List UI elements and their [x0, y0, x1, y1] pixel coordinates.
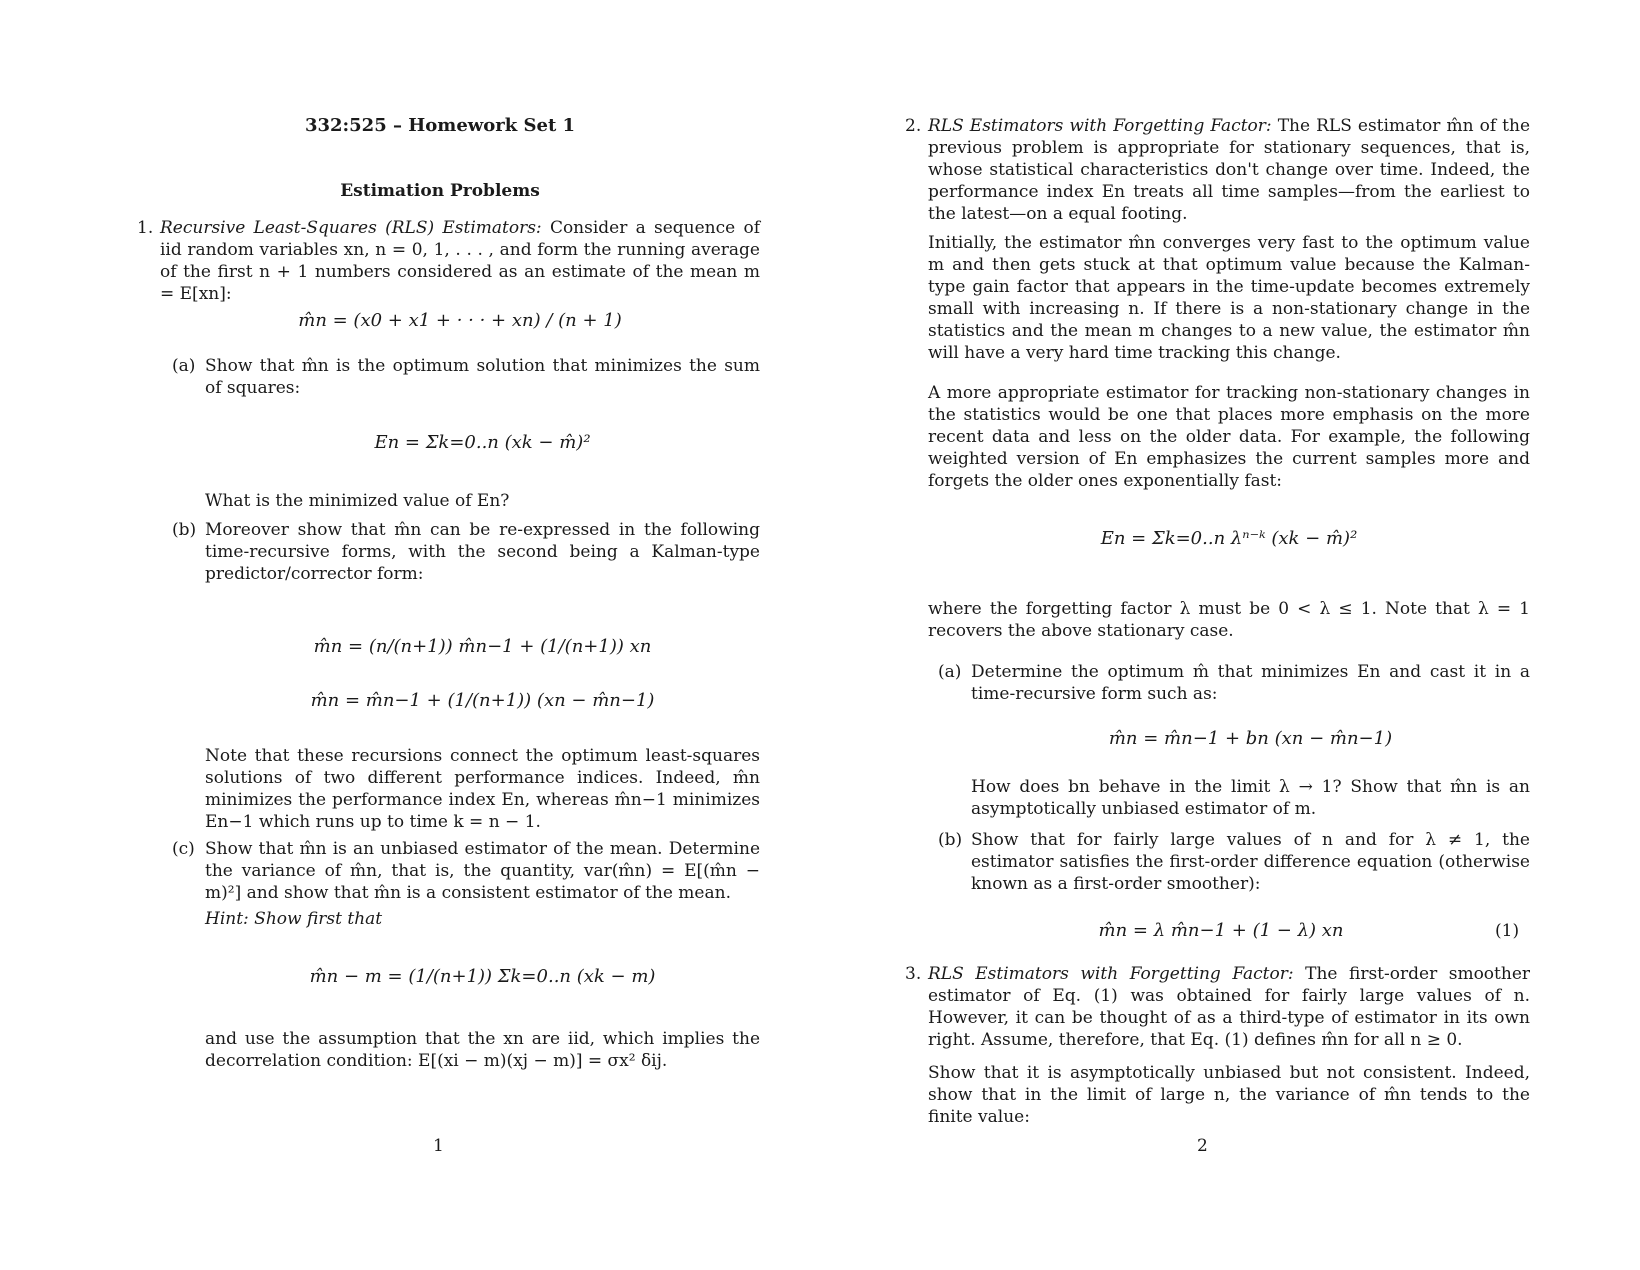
problem-2-para-4: where the forgetting factor λ must be 0 < λ ≤ 1. Note that λ = 1 recovers the above stationary case.	[928, 599, 1530, 641]
equation-recursion-1: m̂n = (n/(n+1)) m̂n−1 + (1/(n+1)) xn	[313, 636, 652, 657]
problem-2-part-a-label: (a)	[938, 662, 962, 682]
problem-2-part-a-question: How does bn behave in the limit λ → 1? Show that m̂n is an asymptotically unbiased estimator of m.	[971, 777, 1530, 819]
problem-3-para-2: Show that it is asymptotically unbiased but not consistent. Indeed, show that in the limit of large n, the variance of m̂n tends to the finite value:	[928, 1063, 1530, 1127]
part-a-question: What is the minimized value of En?	[205, 491, 510, 511]
problem-1-intro-text: Consider a sequence of iid random variables xn, n = 0, 1, . . . , and form the running average of the first n + 1 numbers considered as an estimate of the mean m = E[xn]:	[160, 218, 760, 304]
equation-weighted-index: En = Σk=0..n λⁿ⁻ᵏ (xk − m̂)²	[1100, 528, 1358, 549]
part-b-label: (b)	[172, 520, 197, 540]
problem-2-para-3: A more appropriate estimator for tracking non-stationary changes in the statistics would be one that places more emphasis on the more recent data and less on the older data. For example, the following weighted version of En emphasizes the current samples more and forgets the older ones exponentially fast:	[928, 383, 1530, 491]
equation-hint: m̂n − m = (1/(n+1)) Σk=0..n (xk − m)	[309, 966, 656, 987]
problem-2-part-a-text: Determine the optimum m̂ that minimizes En and cast it in a time-recursive form such as:	[971, 662, 1530, 704]
equation-smoother: m̂n = λ m̂n−1 + (1 − λ) xn	[1098, 920, 1344, 941]
problem-2-para-2: Initially, the estimator m̂n converges very fast to the optimum value m and then gets stuck at that optimum value because the Kalman-type gain factor that appears in the time-update becomes extremely small with increasing n. If there is a non-stationary change in the statistics and the mean m changes to a new value, the estimator m̂n will have a very hard time tracking this change.	[928, 233, 1530, 363]
problem-2-heading: RLS Estimators with Forgetting Factor:	[928, 116, 1272, 136]
problem-3-heading: RLS Estimators with Forgetting Factor:	[928, 964, 1294, 984]
homework-title: 332:525 – Homework Set 1	[304, 115, 576, 136]
problem-2-part-b-label: (b)	[938, 830, 963, 850]
equation-sum-of-squares: En = Σk=0..n (xk − m̂)²	[374, 432, 591, 453]
problem-2-part-b-text: Show that for fairly large values of n and for λ ≠ 1, the estimator satisfies the first-order difference equation (otherwise known as a first-order smoother):	[971, 830, 1530, 894]
problem-2-para-1	[928, 115, 1530, 225]
problem-3-para-1-text: The first-order smoother estimator of Eq. (1) was obtained for fairly large values of n. However, it can be thought of as a third-type of estimator in its own right. Assume, therefore, that Eq. (1) defines m̂n for all n ≥ 0.	[928, 964, 1531, 1050]
part-c-tail: and use the assumption that the xn are iid, which implies the decorrelation condition: E[(xi − m)(xj − m)] = σx² δij.	[205, 1029, 760, 1071]
part-b-text: Moreover show that m̂n can be re-expressed in the following time-recursive forms, with the second being a Kalman-type predictor/corrector form:	[205, 520, 760, 584]
page-number-2: 2	[1197, 1136, 1208, 1156]
problem-3-para-1	[928, 963, 1530, 1051]
equation-number-1: (1)	[1495, 921, 1520, 941]
part-a-label: (a)	[172, 356, 196, 376]
problem-2-para-1-text: The RLS estimator m̂n of the previous problem is appropriate for stationary sequences, that is, whose statistical characteristics don't change over time. Indeed, the performance index En treats all time samples—from the earliest to the latest—on a equal footing.	[928, 116, 1531, 224]
section-title: Estimation Problems	[340, 181, 540, 201]
problem-1-intro	[160, 217, 760, 305]
problem-3-number: 3.	[905, 964, 922, 984]
equation-running-mean: m̂n = (x0 + x1 + · · · + xn) / (n + 1)	[298, 310, 622, 331]
page-2	[820, 0, 1640, 1270]
problem-1-number: 1.	[137, 218, 154, 238]
problem-2-number: 2.	[905, 116, 922, 136]
part-b-note: Note that these recursions connect the optimum least-squares solutions of two different performance indices. Indeed, m̂n minimizes the performance index En, whereas m̂n−1 minimizes En−1 which runs up to time k = n − 1.	[205, 746, 760, 832]
equation-recursion-2: m̂n = m̂n−1 + (1/(n+1)) (xn − m̂n−1)	[310, 690, 655, 711]
part-a-text: Show that m̂n is the optimum solution that minimizes the sum of squares:	[205, 356, 760, 398]
part-c-hint: Hint: Show first that	[205, 909, 383, 929]
part-c-label: (c)	[172, 839, 195, 859]
part-c-text: Show that m̂n is an unbiased estimator of the mean. Determine the variance of m̂n, that is, the quantity, var(m̂n) = E[(m̂n − m)²] and show that m̂n is a consistent estimator of the mean.	[205, 839, 760, 903]
page-number-1: 1	[433, 1136, 444, 1156]
equation-gain-recursion: m̂n = m̂n−1 + bn (xn − m̂n−1)	[1108, 728, 1393, 749]
problem-1-heading: Recursive Least-Squares (RLS) Estimators:	[160, 218, 542, 238]
